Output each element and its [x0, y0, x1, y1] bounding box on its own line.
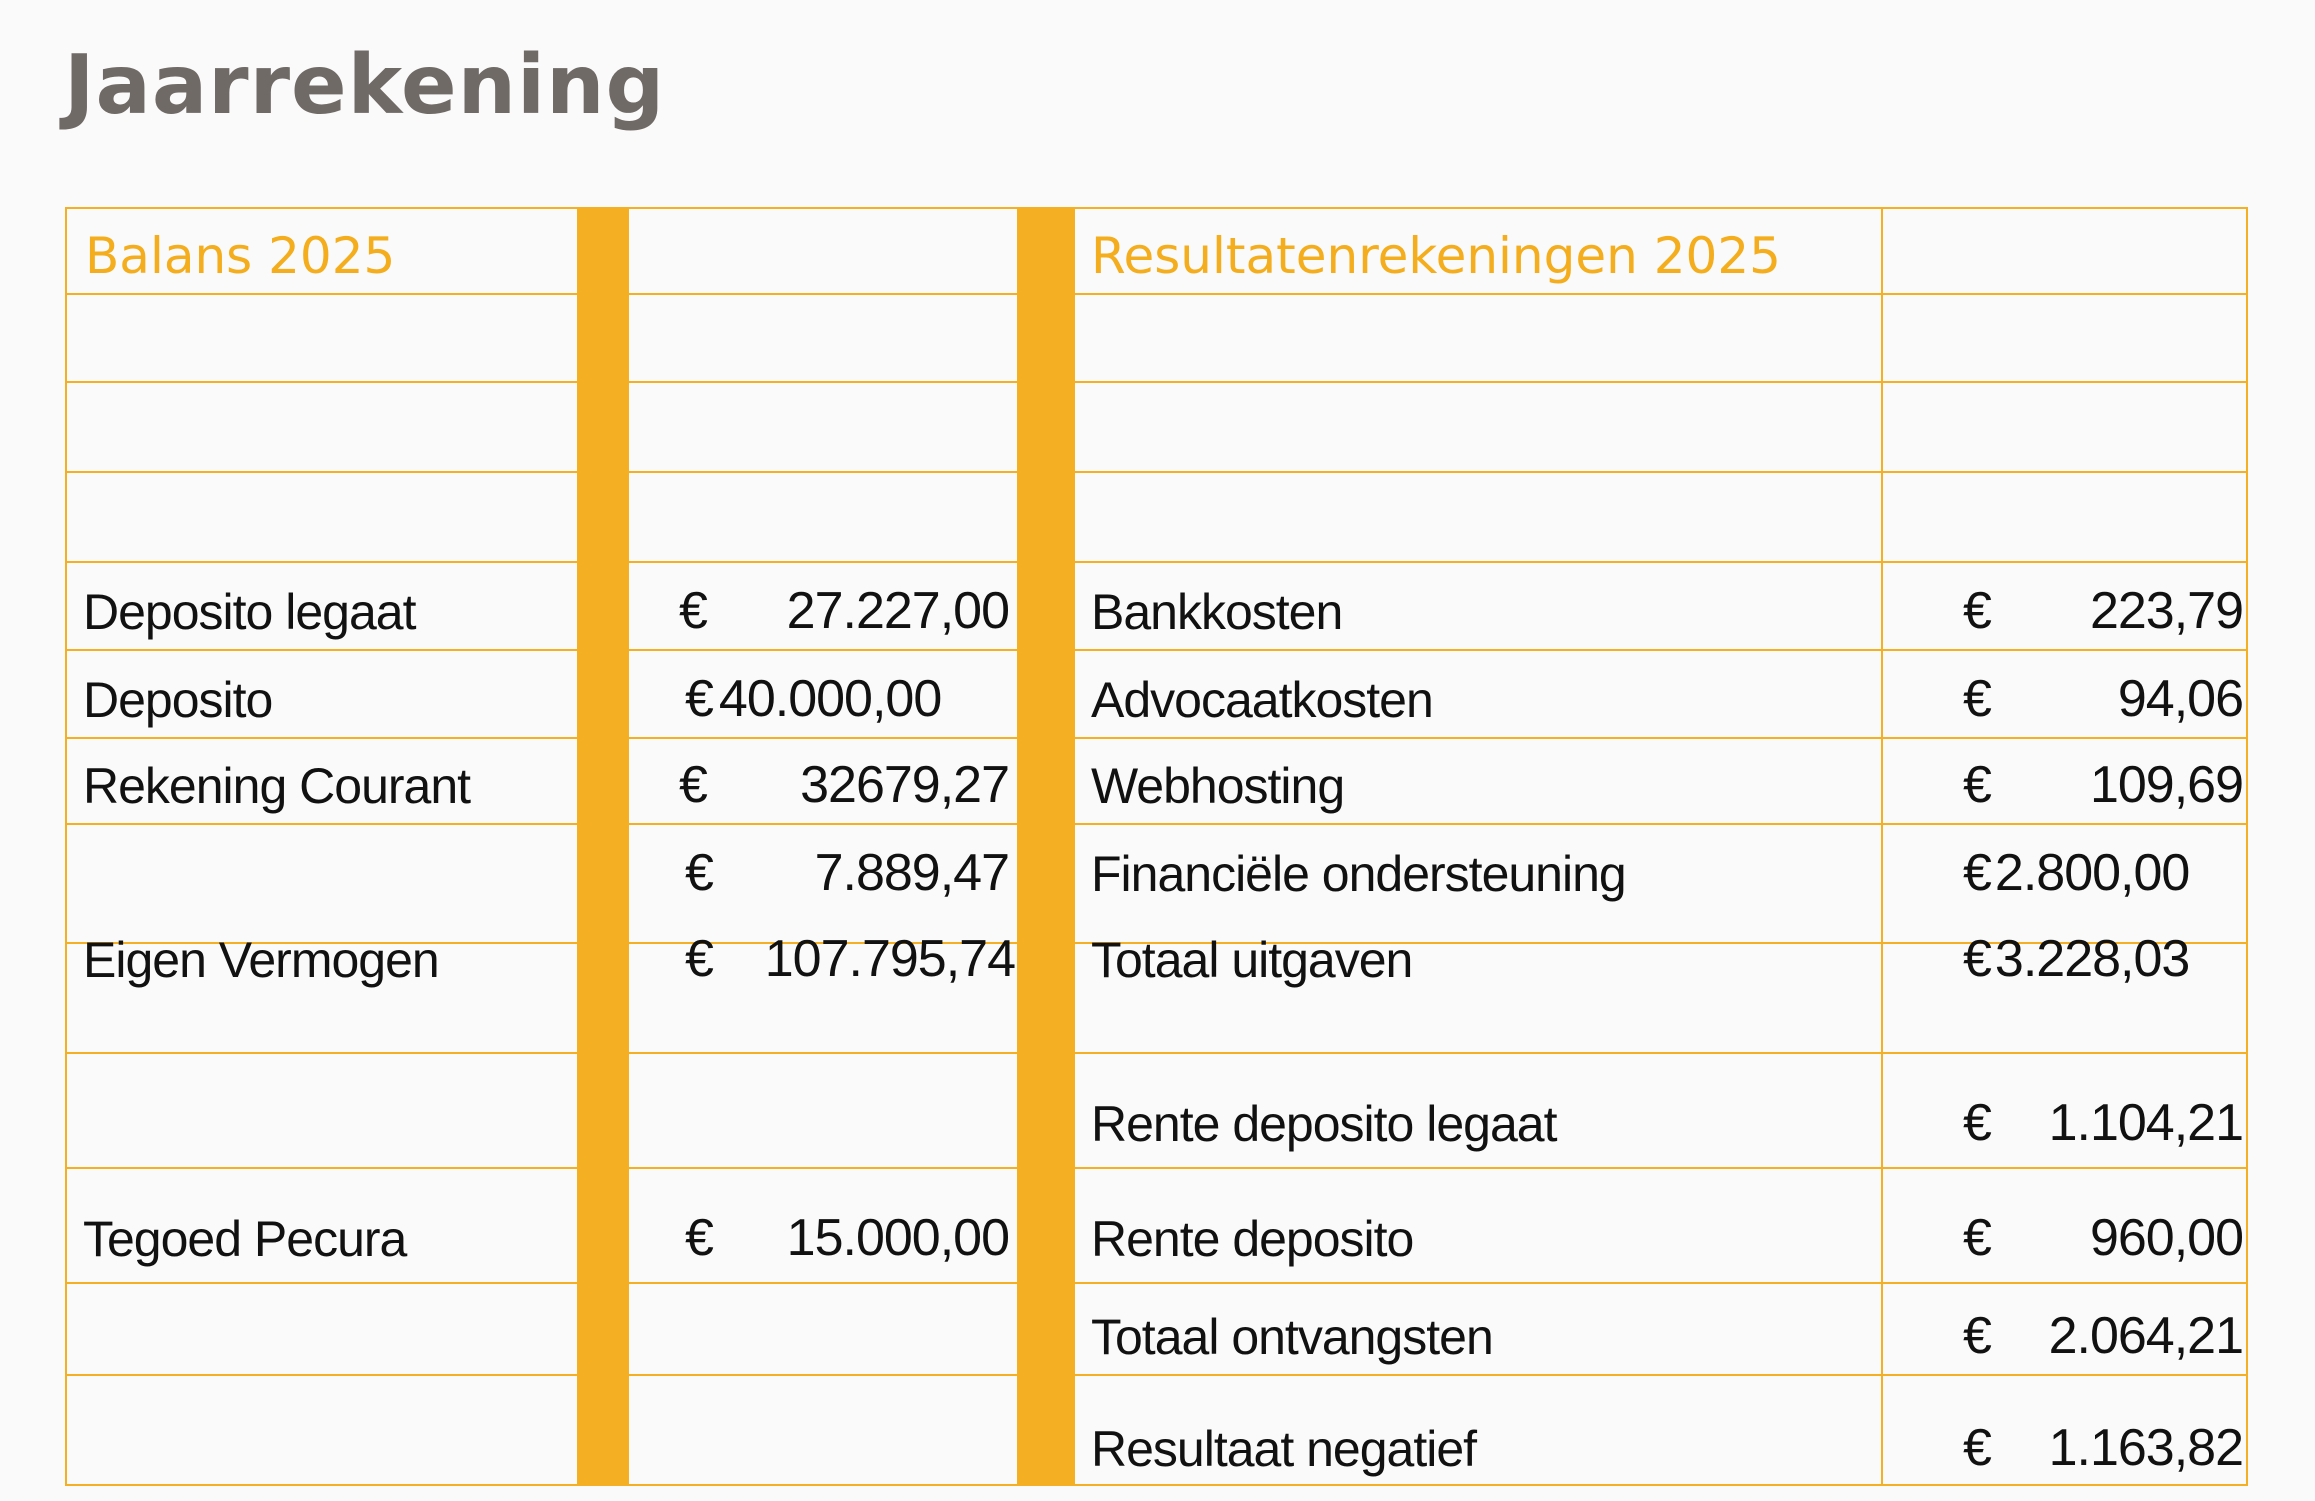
- jaarrekening-table: [65, 207, 2248, 1486]
- currency-symbol: €: [679, 756, 707, 814]
- resultaten-row-amount: [1963, 561, 2243, 649]
- currency-symbol: €: [685, 670, 713, 728]
- resultaten-header: Resultatenrekeningen 2025: [1091, 227, 1781, 285]
- currency-symbol: €: [685, 930, 713, 988]
- resultaten-row-amount: [1963, 737, 2243, 823]
- row-divider: [67, 471, 2246, 473]
- currency-symbol: €: [1963, 930, 1991, 988]
- resultaten-row-label: Totaal ontvangsten: [1091, 1309, 1493, 1365]
- resultaten-row-amount: [1963, 1052, 2243, 1167]
- currency-symbol: €: [1963, 756, 1991, 814]
- currency-symbol: €: [685, 1209, 713, 1267]
- amount-value: 3.228,03: [1994, 930, 2190, 988]
- balans-row-label: Rekening Courant: [83, 758, 471, 814]
- currency-symbol: €: [679, 582, 707, 640]
- column-separator-middle: [1017, 209, 1075, 1484]
- resultaten-row-amount: [1963, 1167, 2243, 1282]
- balans-row-amount: [685, 909, 1015, 997]
- resultaten-row-label: Rente deposito legaat: [1091, 1096, 1557, 1152]
- resultaten-row-label: Financiële ondersteuning: [1091, 846, 1626, 902]
- balans-row-amount: [679, 737, 1009, 823]
- amount-value: 960,00: [2089, 1209, 2243, 1267]
- amount-value: 15.000,00: [786, 1209, 1009, 1267]
- row-divider: [67, 293, 2246, 295]
- currency-symbol: €: [1963, 582, 1991, 640]
- resultaten-row-amount: [1963, 1282, 2243, 1374]
- balans-row-label: Deposito legaat: [83, 584, 416, 640]
- currency-symbol: €: [1963, 1307, 1991, 1365]
- resultaten-row-label: Webhosting: [1091, 758, 1345, 814]
- amount-value: 109,69: [2089, 756, 2243, 814]
- amount-value: 7.889,47: [814, 844, 1009, 902]
- resultaten-row-amount: [1963, 1374, 2243, 1486]
- balans-row-amount: [685, 1167, 1009, 1282]
- resultaten-row-amount: [1963, 649, 2243, 737]
- resultaten-row-label: Advocaatkosten: [1091, 672, 1433, 728]
- resultaten-row-label: Bankkosten: [1091, 584, 1343, 640]
- amount-value: 107.795,74: [764, 930, 1015, 988]
- amount-value: 94,06: [2117, 670, 2243, 728]
- resultaten-row-amount: [1963, 823, 2243, 911]
- balans-row-amount: [685, 823, 1009, 911]
- amount-value: 1.104,21: [2048, 1094, 2243, 1152]
- balans-row-label: Eigen Vermogen: [83, 932, 439, 988]
- currency-symbol: €: [1963, 670, 1991, 728]
- amount-value: 32679,27: [800, 756, 1009, 814]
- page-title: Jaarrekening: [64, 38, 666, 133]
- currency-symbol: €: [1963, 1094, 1991, 1152]
- resultaten-row-label: Totaal uitgaven: [1091, 932, 1413, 988]
- resultaten-row-amount: [1963, 909, 2243, 997]
- amount-value: 2.800,00: [1994, 844, 2190, 902]
- currency-symbol: €: [1963, 1419, 1991, 1477]
- currency-symbol: €: [1963, 844, 1991, 902]
- amount-value: 1.163,82: [2048, 1419, 2243, 1477]
- resultaten-row-label: Resultaat negatief: [1091, 1421, 1477, 1477]
- balans-row-amount: [679, 561, 1009, 649]
- balans-row-amount: [685, 649, 1009, 737]
- column-divider-right: [1881, 209, 1883, 1484]
- row-divider: [67, 381, 2246, 383]
- resultaten-row-label: Rente deposito: [1091, 1211, 1414, 1267]
- balans-row-label: Tegoed Pecura: [83, 1211, 407, 1267]
- balans-row-label: Deposito: [83, 672, 273, 728]
- balans-header: Balans 2025: [85, 227, 396, 285]
- column-separator-left: [577, 209, 629, 1484]
- amount-value: 27.227,00: [786, 582, 1009, 640]
- currency-symbol: €: [1963, 1209, 1991, 1267]
- amount-value: 223,79: [2089, 582, 2243, 640]
- currency-symbol: €: [685, 844, 713, 902]
- amount-value: 2.064,21: [2048, 1307, 2243, 1365]
- amount-value: 40.000,00: [718, 670, 942, 728]
